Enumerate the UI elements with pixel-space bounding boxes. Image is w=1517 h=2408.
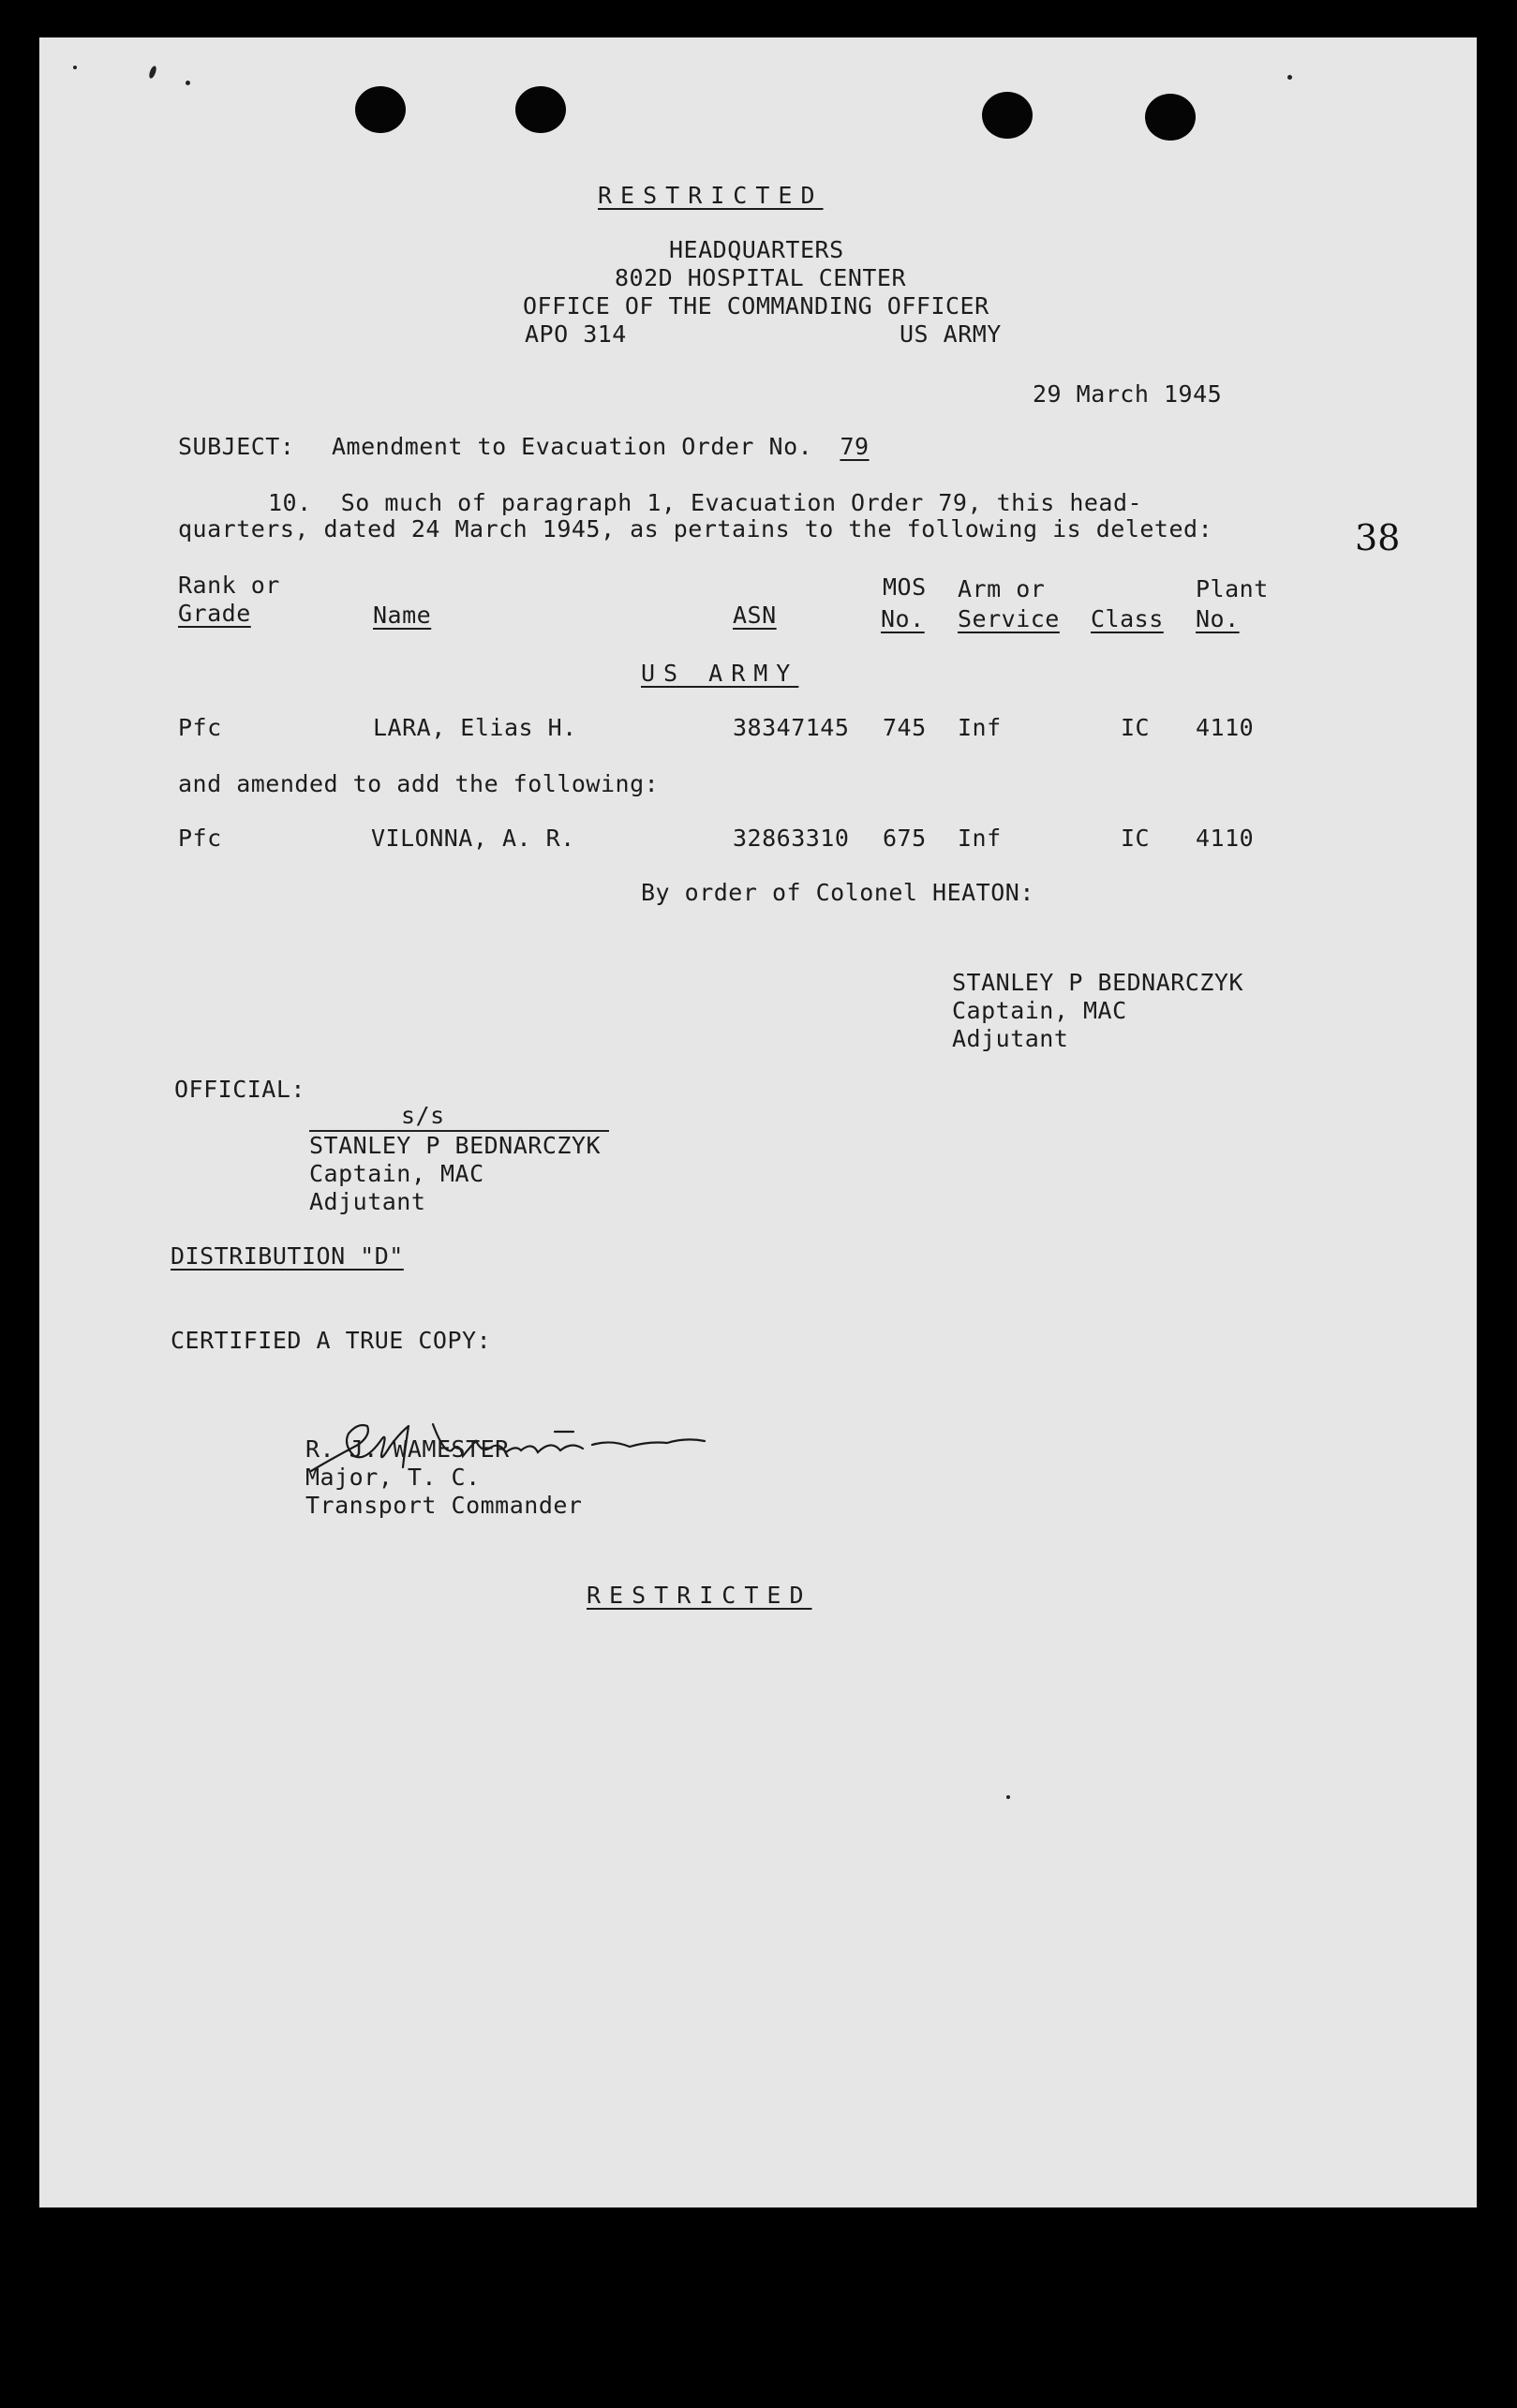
table-row <box>39 714 1477 746</box>
header-grade: Grade <box>178 600 251 627</box>
paper-speck <box>73 66 77 69</box>
document-date: 29 March 1945 <box>1033 380 1223 408</box>
cell-mos: 745 <box>883 714 927 741</box>
header-mos-no: No. <box>881 605 925 632</box>
header-asn: ASN <box>733 602 777 629</box>
signer-title: Adjutant <box>952 1025 1069 1052</box>
punch-hole <box>1145 94 1196 141</box>
cell-asn: 32863310 <box>733 825 850 852</box>
header-service: Service <box>958 605 1060 632</box>
header-plant-no: No. <box>1196 605 1240 632</box>
paper-speck <box>1006 1795 1010 1799</box>
section-us-army: US ARMY <box>641 660 799 687</box>
signer-name: STANLEY P BEDNARCZYK <box>952 969 1244 996</box>
header-class: Class <box>1091 605 1164 632</box>
punch-hole <box>515 86 566 133</box>
cell-class: IC <box>1121 825 1151 852</box>
certifier-title: Transport Commander <box>305 1492 583 1519</box>
official-label: OFFICIAL: <box>174 1076 305 1103</box>
official-rank: Captain, MAC <box>309 1160 484 1187</box>
org-headquarters: HEADQUARTERS <box>669 236 844 263</box>
by-order-line: By order of Colonel HEATON: <box>641 879 1034 906</box>
header-mos: MOS <box>883 573 927 601</box>
official-title: Adjutant <box>309 1188 426 1215</box>
cell-arm: Inf <box>958 825 1002 852</box>
official-name: STANLEY P BEDNARCZYK <box>309 1132 602 1159</box>
punch-hole <box>982 92 1033 139</box>
paragraph-line-1: 10. So much of paragraph 1, Evacuation Order 79, this head- <box>268 489 1143 516</box>
cell-class: IC <box>1121 714 1151 741</box>
table-row <box>39 825 1477 856</box>
cell-plant: 4110 <box>1196 825 1255 852</box>
header-name: Name <box>373 602 432 629</box>
paragraph-line-2: quarters, dated 24 March 1945, as pertains to the following is deleted: <box>178 515 1213 543</box>
subject-label: SUBJECT: <box>178 433 295 460</box>
org-hospital-center: 802D HOSPITAL CENTER <box>615 264 907 291</box>
cell-name: LARA, Elias H. <box>373 714 577 741</box>
certified-label: CERTIFIED A TRUE COPY: <box>171 1327 492 1354</box>
paper-speck <box>1287 75 1292 80</box>
paper-speck <box>148 65 157 79</box>
subject-order-number: 79 <box>840 433 870 460</box>
amend-text: and amended to add the following: <box>178 770 660 797</box>
classification-top: RESTRICTED <box>598 182 824 209</box>
header-rank: Rank or <box>178 572 280 599</box>
cell-arm: Inf <box>958 714 1002 741</box>
cell-plant: 4110 <box>1196 714 1255 741</box>
signer-rank: Captain, MAC <box>952 997 1127 1024</box>
org-office: OFFICE OF THE COMMANDING OFFICER <box>523 292 989 320</box>
cell-mos: 675 <box>883 825 927 852</box>
service-name: US ARMY <box>900 320 1002 348</box>
cell-name: VILONNA, A. R. <box>371 825 575 852</box>
header-arm: Arm or <box>958 575 1046 602</box>
certifier-name: R. J. WAMESTER <box>305 1435 510 1463</box>
official-ss: s/s <box>401 1102 445 1129</box>
cell-grade: Pfc <box>178 825 222 852</box>
classification-bottom: RESTRICTED <box>587 1582 812 1609</box>
cell-grade: Pfc <box>178 714 222 741</box>
subject-text: Amendment to Evacuation Order No. <box>332 433 813 460</box>
paper-speck <box>186 81 190 85</box>
distribution-line: DISTRIBUTION "D" <box>171 1242 404 1270</box>
apo-number: APO 314 <box>525 320 627 348</box>
certifier-rank: Major, T. C. <box>305 1464 481 1491</box>
punch-hole <box>355 86 406 133</box>
header-plant: Plant <box>1196 575 1269 602</box>
page-number: 38 <box>1355 517 1401 558</box>
document-page <box>39 37 1477 2207</box>
cell-asn: 38347145 <box>733 714 850 741</box>
